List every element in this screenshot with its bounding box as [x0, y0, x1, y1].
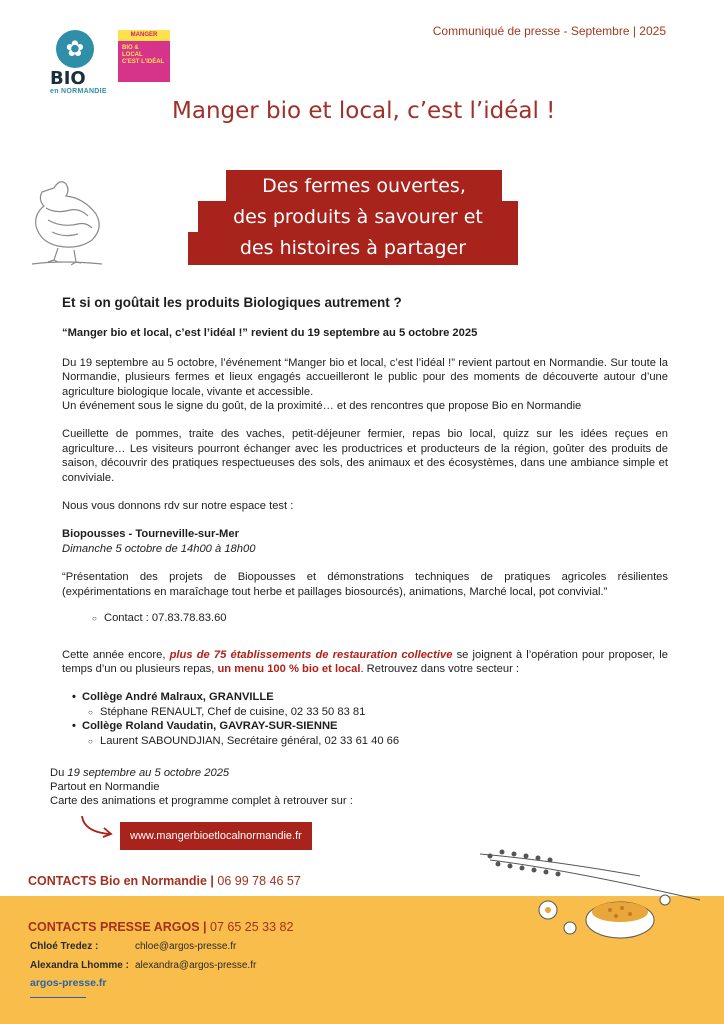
logo-mbl-line: MANGER: [118, 30, 170, 41]
paragraph-restauration: [62, 648, 668, 677]
contacts-bio-phone[interactable]: 06 99 78 46 57: [217, 874, 301, 888]
closing-location: Partout en Normandie: [50, 781, 160, 793]
logo-bio-sub: en NORMANDIE: [50, 88, 107, 95]
website-link[interactable]: www.mangerbioetlocalnormandie.fr: [120, 822, 312, 850]
dateline: Communiqué de presse - Septembre | 2025: [432, 24, 666, 38]
school-name: • Collège André Malraux, GRANVILLE: [72, 690, 668, 704]
text-run: . Retrouvez dans votre secteur :: [360, 662, 520, 675]
main-content: [62, 296, 668, 748]
closing-dates: [50, 766, 353, 780]
manger-bio-local-logo: [118, 30, 170, 82]
event-place: Biopousses - Tourneville-sur-Mer: [62, 528, 239, 541]
school-contact: ○ Laurent SABOUNDJIAN, Secrétaire général, 02 33 61 40 66: [72, 734, 668, 748]
argos-website-link[interactable]: argos-presse.fr: [30, 977, 107, 989]
page-title: Manger bio et local, c’est l’idéal !: [172, 98, 556, 124]
hen-illustration-icon: [24, 168, 114, 268]
grain-bowl-illustration-icon: [470, 840, 720, 950]
school-name: • Collège Roland Vaudatin, GAVRAY-SUR-SIENNE: [72, 719, 668, 733]
paragraph-intro: Du 19 septembre au 5 octobre, l’événement “Manger bio et local, c’est l’idéal !” revient partout en Normandie. Sur toute la Normandie, plusieurs fermes et lieux engagés accueilleront le public pour des moments de découverte autour d’une agriculture biologique locale, vivante et accessible.: [62, 356, 668, 398]
separator: |: [206, 874, 218, 888]
press-contact-row: [30, 941, 236, 952]
closing-info: [50, 766, 353, 808]
paragraph-intro-2: Un événement sous le signe du goût, de la proximité… et des rencontres que propose Bio en Normandie: [62, 400, 582, 413]
press-phone[interactable]: 07 65 25 33 82: [206, 920, 294, 934]
logo-mbl-line: BIO &: [122, 45, 139, 51]
press-contact-name: Chloé Tredez :: [30, 941, 99, 952]
paragraph-activities: Cueillette de pommes, traite des vaches, petit-déjeuner fermier, repas bio local, quizz sur les idées reçues en agriculture… Les visiteurs pourront échanger avec les productrices et producteurs de la région, goûter des produits de saison, découvrir des pratiques respectueuses des sols, des animaux et des écosystèmes, dans une ambiance simple et conviviale.: [62, 428, 668, 484]
closing-dates-italic: 19 septembre au 5 octobre 2025: [67, 767, 230, 779]
contacts-bio: [28, 874, 301, 888]
highlight-menu: un menu 100 % bio et local: [217, 662, 361, 675]
link-underline: [30, 997, 86, 998]
press-label: CONTACTS PRESSE ARGOS |: [28, 920, 207, 934]
text-run: Du: [50, 767, 68, 779]
flower-icon: ✿: [56, 30, 94, 68]
press-contact-row: [30, 960, 256, 971]
press-contact-name: Alexandra Lhomme :: [30, 960, 129, 971]
event-contact: ○ Contact : 07.83.78.83.60: [62, 611, 668, 625]
event-quote: “Présentation des projets de Biopousses et démonstrations techniques de pratiques agricoles résilientes (expérimentations en maraîchage tout herbe et paillages biosourcés), animations, Marché local, pot convivial.”: [62, 571, 668, 598]
highlight-establishments: plus de 75 établissements de restauration collective: [169, 648, 453, 661]
section-subheading: “Manger bio et local, c’est l’idéal !” revient du 19 septembre au 5 octobre 2025: [62, 327, 478, 340]
banner-line-3: des histoires à partager: [188, 232, 518, 265]
press-contact-email[interactable]: chloe@argos-presse.fr: [135, 941, 237, 952]
schools-list: [72, 690, 668, 748]
closing-program: Carte des animations et programme complet à retrouver sur :: [50, 795, 353, 807]
rdv-text: Nous vous donnons rdv sur notre espace test :: [62, 500, 294, 513]
section-heading: Et si on goûtait les produits Biologiques autrement ?: [62, 295, 402, 310]
event-date: Dimanche 5 octobre de 14h00 à 18h00: [62, 542, 256, 555]
logo-mbl-line: C'EST L'IDÉAL: [122, 59, 165, 65]
press-contacts-heading: [28, 920, 293, 934]
curved-arrow-icon: [78, 812, 118, 842]
banner-line-2: des produits à savourer et: [198, 201, 518, 234]
logo-bio-text: BIO: [50, 68, 86, 89]
text-run: Cette année encore,: [62, 648, 170, 661]
bio-en-normandie-logo: [50, 30, 110, 95]
banner-line-1: Des fermes ouvertes,: [226, 170, 502, 203]
school-contact: ○ Stéphane RENAULT, Chef de cuisine, 02 33 50 83 81: [72, 705, 668, 719]
text-run: se joignent à l’opération pour proposer, le temps d’un ou plusieurs repas,: [62, 648, 668, 675]
contacts-bio-label: CONTACTS Bio en Normandie: [28, 874, 207, 888]
press-contact-email[interactable]: alexandra@argos-presse.fr: [135, 960, 257, 971]
logo-mbl-line: LOCAL: [122, 52, 143, 58]
